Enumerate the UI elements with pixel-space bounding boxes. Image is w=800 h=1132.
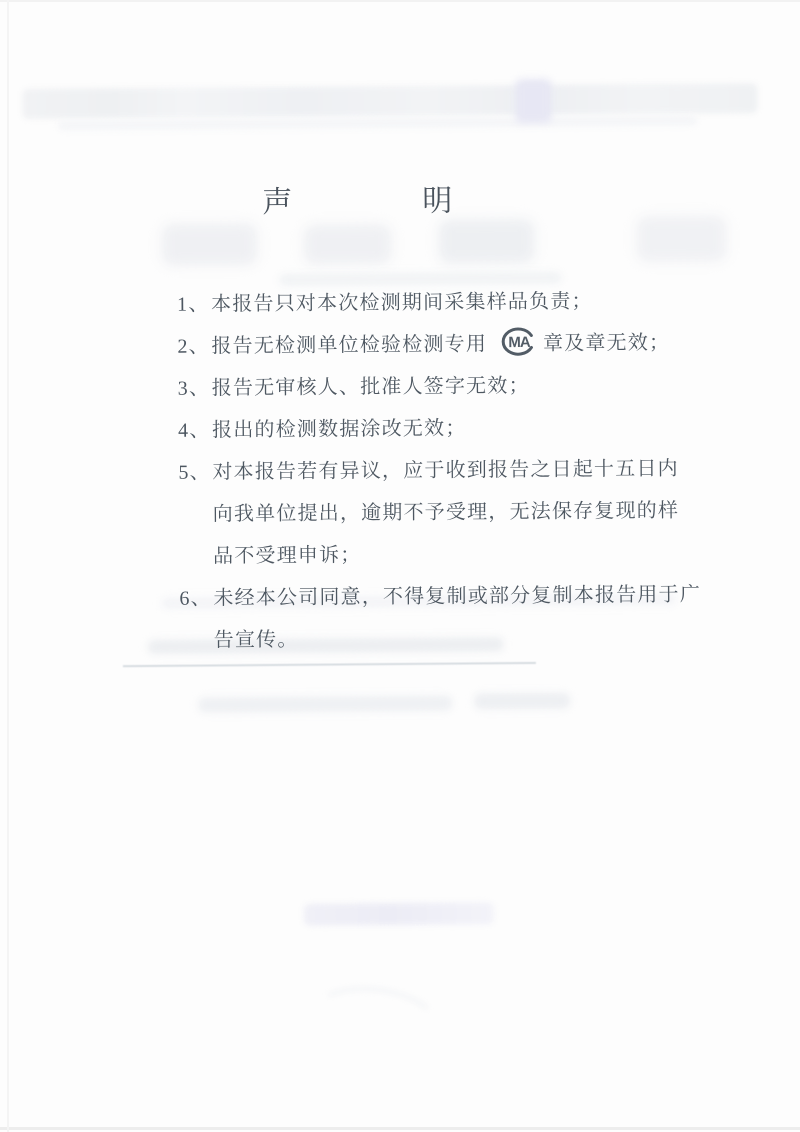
bleedthrough-stamp-arc: [309, 980, 442, 1058]
item-number: 5、: [178, 461, 211, 484]
bleedthrough-signature-underline: [123, 662, 536, 667]
item-number: 4、: [177, 419, 211, 442]
item-number: 3、: [177, 377, 211, 400]
statement-item-4: [178, 406, 688, 452]
item-text-line: 告宣传。: [213, 628, 299, 652]
statement-item-5: [178, 448, 689, 578]
item-text-line: 向我单位提出，逾期不予受理，无法保存复现的样: [212, 499, 680, 526]
cma-ma-mark-icon: [497, 326, 535, 357]
scan-noise-specks: [0, 0, 2, 2]
item-text: 报告无审核人、批准人签字无效；: [211, 374, 530, 400]
item-number: 2、: [177, 335, 210, 358]
bleedthrough-large-char: [438, 219, 534, 264]
item-text-after-logo: 章及章无效；: [542, 331, 671, 355]
bleedthrough-large-char: [636, 215, 726, 262]
item-text: 本报告只对本次检测期间采集样品负责；: [211, 290, 593, 316]
statement-item-1: [177, 280, 687, 326]
cma-logo-letters: MA: [507, 333, 530, 352]
bleedthrough-bottom-smudge: [304, 902, 494, 925]
bleedthrough-header-band: [22, 83, 757, 119]
item-text-line: 未经本公司同意，不得复制或部分复制本报告用于广: [213, 583, 702, 610]
bleedthrough-large-char: [303, 224, 391, 265]
item-number: 6、: [179, 587, 212, 610]
item-number: 1、: [177, 293, 210, 316]
bleedthrough-logo-spot: [515, 79, 551, 123]
bleedthrough-footer-text: [474, 693, 570, 710]
statement-list: [177, 280, 702, 662]
item-text: [211, 332, 670, 358]
statement-item-3: [178, 364, 688, 410]
item-text-line: 品不受理申诉；: [212, 544, 362, 568]
page-title: 声明: [262, 183, 583, 220]
statement-item-6: [179, 574, 702, 662]
item-text-before-logo: 报告无检测单位检验检测专用: [211, 333, 488, 358]
item-text-line: 对本报告若有异议，应于收到报告之日起十五日内: [212, 457, 679, 484]
item-text: 报出的检测数据涂改无效；: [211, 417, 467, 442]
statement-item-2: [177, 322, 687, 368]
bleedthrough-footer-text: [198, 696, 452, 713]
bleedthrough-large-char: [161, 223, 257, 266]
